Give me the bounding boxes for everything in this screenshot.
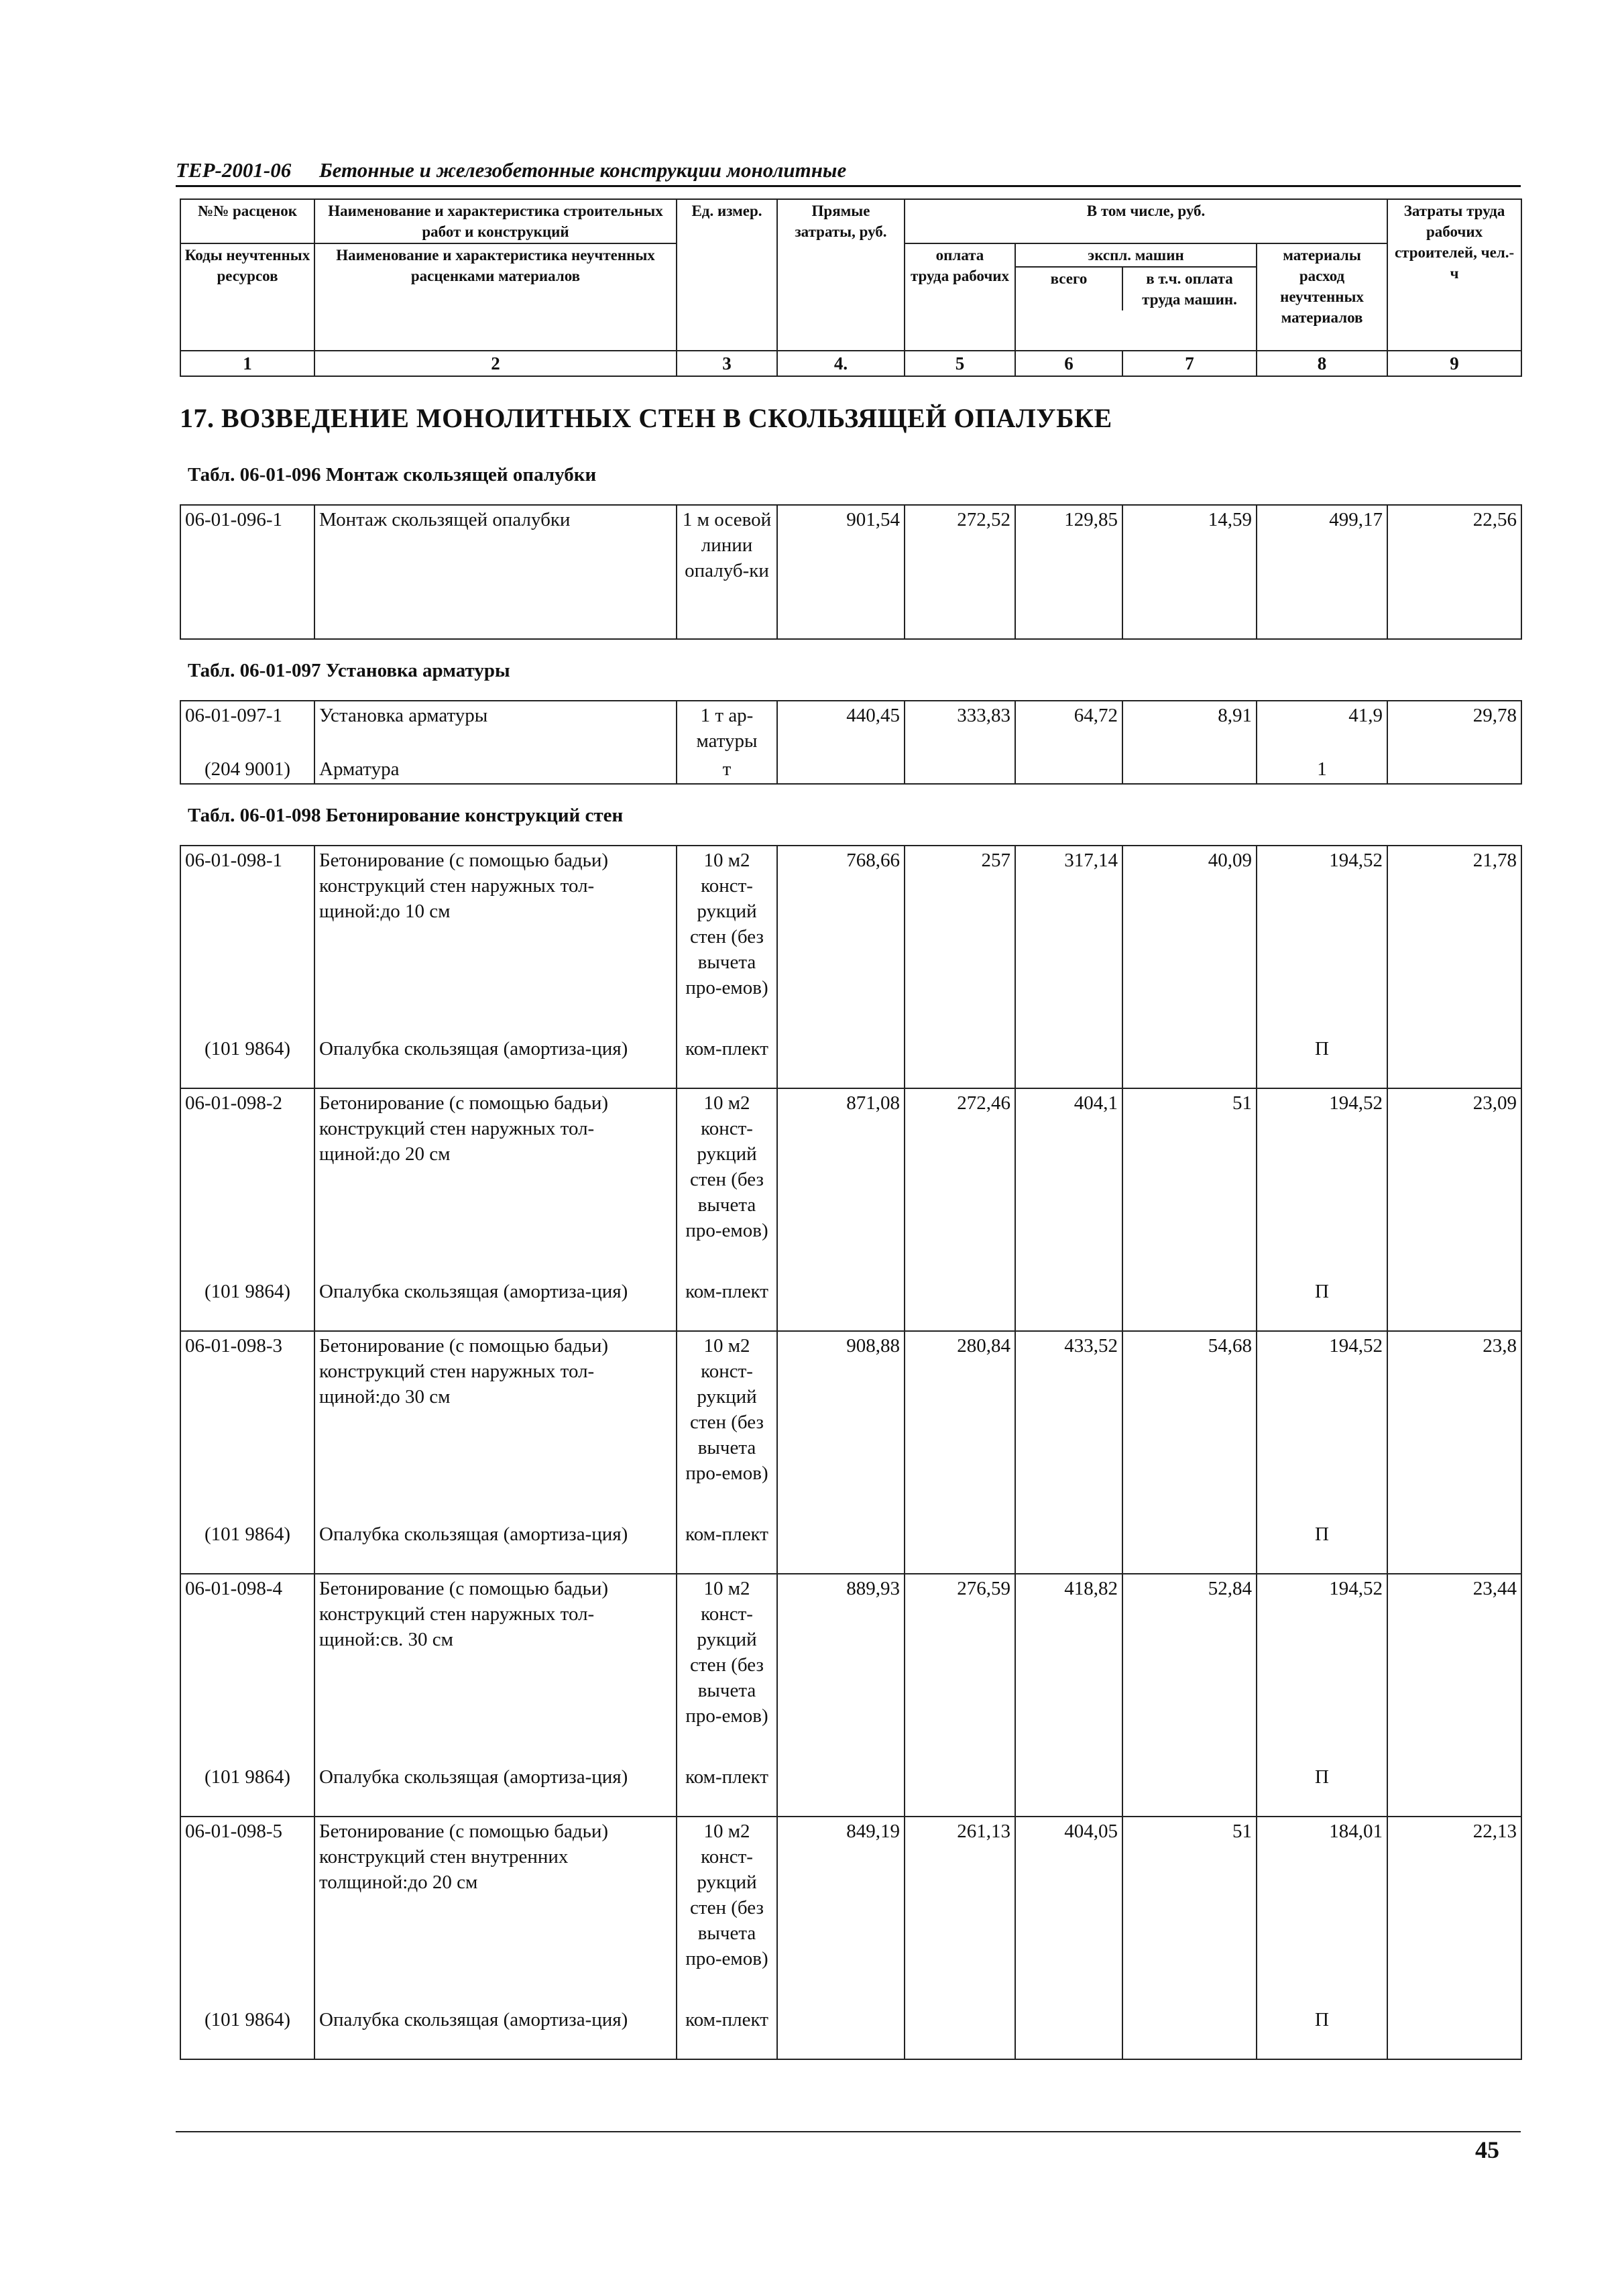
table-title-098: Табл. 06-01-098 Бетонирование конструкций стен (188, 805, 624, 826)
table-row (180, 1088, 1521, 1277)
resource-unit: ком-плект (677, 1763, 777, 1817)
header-number: 7 (1122, 351, 1257, 376)
machines-cost: 418,82 (1015, 1574, 1122, 1763)
table-row (180, 1331, 1521, 1520)
running-head-code: ТЕР-2001-06 (176, 158, 292, 182)
materials-cost: 194,52 (1257, 1331, 1387, 1520)
resource-unit: ком-плект (677, 1035, 777, 1088)
labor-hours: 22,13 (1387, 1817, 1521, 2006)
labor-hours: 23,8 (1387, 1331, 1521, 1520)
header-col6: всего (1016, 268, 1123, 310)
section-title: 17. ВОЗВЕДЕНИЕ МОНОЛИТНЫХ СТЕН В СКОЛЬЗЯЩЕЙ ОПАЛУБКЕ (180, 403, 1112, 433)
resource-code: (101 9864) (180, 1763, 314, 1817)
rate-code: 06-01-098-1 (180, 846, 314, 1035)
labor-cost: 272,52 (905, 505, 1015, 639)
labor-cost: 333,83 (905, 701, 1015, 755)
rate-unit: 10 м2 конст-рукций стен (без вычета про-емов) (677, 1088, 777, 1277)
resource-row (180, 1035, 1521, 1088)
table-row (180, 701, 1521, 755)
labor-hours: 22,56 (1387, 505, 1521, 639)
machines-cost: 404,05 (1015, 1817, 1122, 2006)
table-row (180, 505, 1521, 639)
direct-cost: 901,54 (777, 505, 905, 639)
direct-cost: 440,45 (777, 701, 905, 755)
resource-row (180, 2006, 1521, 2059)
header-col7: в т.ч. оплата труда машин. (1142, 270, 1237, 308)
header-col8-top: материалы (1283, 247, 1361, 264)
resource-row (180, 1763, 1521, 1817)
resource-row (180, 755, 1521, 784)
header-col5-top: оплата (935, 247, 984, 264)
page-number: 45 (1475, 2136, 1499, 2163)
header-number: 6 (1015, 351, 1122, 376)
header-col9: Затраты труда рабочих строителей, чел.-ч (1387, 199, 1521, 351)
resource-name: Опалубка скользящая (амортиза-ция) (314, 1035, 677, 1088)
table-row (180, 1574, 1521, 1763)
resource-qty: 1 (1257, 755, 1387, 784)
machines-cost: 433,52 (1015, 1331, 1122, 1520)
resource-unit: ком-плект (677, 1277, 777, 1331)
direct-cost: 908,88 (777, 1331, 905, 1520)
resource-name: Опалубка скользящая (амортиза-ция) (314, 2006, 677, 2059)
rate-name: Бетонирование (с помощью бадьи) конструкций стен внутренних толщиной:до 20 см (314, 1817, 677, 2006)
rate-code: 06-01-096-1 (180, 505, 314, 639)
rate-code: 06-01-098-2 (180, 1088, 314, 1277)
resource-qty: П (1257, 1035, 1387, 1088)
rate-code: 06-01-097-1 (180, 701, 314, 755)
resource-code: (101 9864) (180, 1277, 314, 1331)
header-machines-title: экспл. машин (1016, 244, 1256, 268)
direct-cost: 871,08 (777, 1088, 905, 1277)
header-number: 3 (677, 351, 777, 376)
labor-cost: 276,59 (905, 1574, 1015, 1763)
machine-labor-cost: 54,68 (1122, 1331, 1257, 1520)
resource-qty: П (1257, 1277, 1387, 1331)
header-col1-bottom: Коды неучтенных ресурсов (180, 243, 314, 351)
machine-labor-cost: 40,09 (1122, 846, 1257, 1035)
rate-unit: 10 м2 конст-рукций стен (без вычета про-емов) (677, 1817, 777, 2006)
header-group: В том числе, руб. (905, 199, 1387, 243)
rates-table-096 (180, 504, 1522, 640)
resource-code: (101 9864) (180, 2006, 314, 2059)
header-number: 9 (1387, 351, 1521, 376)
resource-name: Опалубка скользящая (амортиза-ция) (314, 1520, 677, 1574)
header-col2-top: Наименование и характеристика строительных работ и конструкций (314, 199, 677, 243)
labor-cost: 261,13 (905, 1817, 1015, 2006)
labor-hours: 21,78 (1387, 846, 1521, 1035)
rates-table-097 (180, 700, 1522, 785)
header-col5-bottom: труда рабочих (910, 268, 1010, 284)
resource-code: (204 9001) (180, 755, 314, 784)
table-row (180, 1817, 1521, 2006)
rate-name: Монтаж скользящей опалубки (314, 505, 677, 639)
rate-name: Бетонирование (с помощью бадьи) конструкций стен наружных тол-щиной:до 30 см (314, 1331, 677, 1520)
resource-name: Арматура (314, 755, 677, 784)
header-machines (1015, 243, 1257, 351)
machines-cost: 64,72 (1015, 701, 1122, 755)
materials-cost: 499,17 (1257, 505, 1387, 639)
header-number: 5 (905, 351, 1015, 376)
labor-cost: 272,46 (905, 1088, 1015, 1277)
header-col5 (905, 243, 1015, 351)
machines-cost: 317,14 (1015, 846, 1122, 1035)
machines-cost: 404,1 (1015, 1088, 1122, 1277)
machine-labor-cost: 8,91 (1122, 701, 1257, 755)
rate-code: 06-01-098-3 (180, 1331, 314, 1520)
rate-unit: 1 т ар-матуры (677, 701, 777, 755)
header-col8-bottom: расход неучтенных материалов (1280, 268, 1364, 326)
direct-cost: 889,93 (777, 1574, 905, 1763)
direct-cost: 768,66 (777, 846, 905, 1035)
machine-labor-cost: 51 (1122, 1088, 1257, 1277)
rate-code: 06-01-098-5 (180, 1817, 314, 2006)
labor-hours: 23,09 (1387, 1088, 1521, 1277)
machine-labor-cost: 52,84 (1122, 1574, 1257, 1763)
column-header-table (180, 198, 1522, 377)
materials-cost: 184,01 (1257, 1817, 1387, 2006)
labor-hours: 23,44 (1387, 1574, 1521, 1763)
resource-qty: П (1257, 2006, 1387, 2059)
materials-cost: 194,52 (1257, 1088, 1387, 1277)
labor-cost: 257 (905, 846, 1015, 1035)
resource-unit: ком-плект (677, 1520, 777, 1574)
header-number: 1 (180, 351, 314, 376)
rate-unit: 10 м2 конст-рукций стен (без вычета про-емов) (677, 1574, 777, 1763)
table-title-096: Табл. 06-01-096 Монтаж скользящей опалубки (188, 464, 597, 485)
resource-row (180, 1520, 1521, 1574)
resource-code: (101 9864) (180, 1520, 314, 1574)
machine-labor-cost: 51 (1122, 1817, 1257, 2006)
resource-name: Опалубка скользящая (амортиза-ция) (314, 1763, 677, 1817)
rate-name: Бетонирование (с помощью бадьи) конструкций стен наружных тол-щиной:до 20 см (314, 1088, 677, 1277)
header-col2-bottom: Наименование и характеристика неучтенных расценками материалов (314, 243, 677, 351)
header-col1-top: №№ расценок (180, 199, 314, 243)
direct-cost: 849,19 (777, 1817, 905, 2006)
header-number: 2 (314, 351, 677, 376)
rate-name: Бетонирование (с помощью бадьи) конструкций стен наружных тол-щиной:до 10 см (314, 846, 677, 1035)
rate-unit: 10 м2 конст-рукций стен (без вычета про-емов) (677, 846, 777, 1035)
rates-table-098 (180, 845, 1522, 2060)
materials-cost: 41,9 (1257, 701, 1387, 755)
header-col4: Прямые затраты, руб. (777, 199, 905, 351)
machines-cost: 129,85 (1015, 505, 1122, 639)
materials-cost: 194,52 (1257, 846, 1387, 1035)
rate-name: Бетонирование (с помощью бадьи) конструкций стен наружных тол-щиной:св. 30 см (314, 1574, 677, 1763)
resource-qty: П (1257, 1520, 1387, 1574)
table-row (180, 846, 1521, 1035)
resource-qty: П (1257, 1763, 1387, 1817)
footer-rule (176, 2131, 1521, 2132)
labor-cost: 280,84 (905, 1331, 1015, 1520)
resource-unit: ком-плект (677, 2006, 777, 2059)
resource-name: Опалубка скользящая (амортиза-ция) (314, 1277, 677, 1331)
running-head (176, 158, 1521, 187)
rate-unit: 10 м2 конст-рукций стен (без вычета про-емов) (677, 1331, 777, 1520)
labor-hours: 29,78 (1387, 701, 1521, 755)
table-title-097: Табл. 06-01-097 Установка арматуры (188, 660, 510, 681)
resource-code: (101 9864) (180, 1035, 314, 1088)
header-number: 4. (777, 351, 905, 376)
header-col3: Ед. измер. (677, 199, 777, 351)
resource-row (180, 1277, 1521, 1331)
materials-cost: 194,52 (1257, 1574, 1387, 1763)
running-head-title: Бетонные и железобетонные конструкции монолитные (318, 158, 847, 182)
header-number: 8 (1257, 351, 1387, 376)
machine-labor-cost: 14,59 (1122, 505, 1257, 639)
rate-name: Установка арматуры (314, 701, 677, 755)
rate-code: 06-01-098-4 (180, 1574, 314, 1763)
header-col8 (1257, 243, 1387, 351)
resource-unit: т (677, 755, 777, 784)
rate-unit: 1 м осевой линии опалуб-ки (677, 505, 777, 639)
